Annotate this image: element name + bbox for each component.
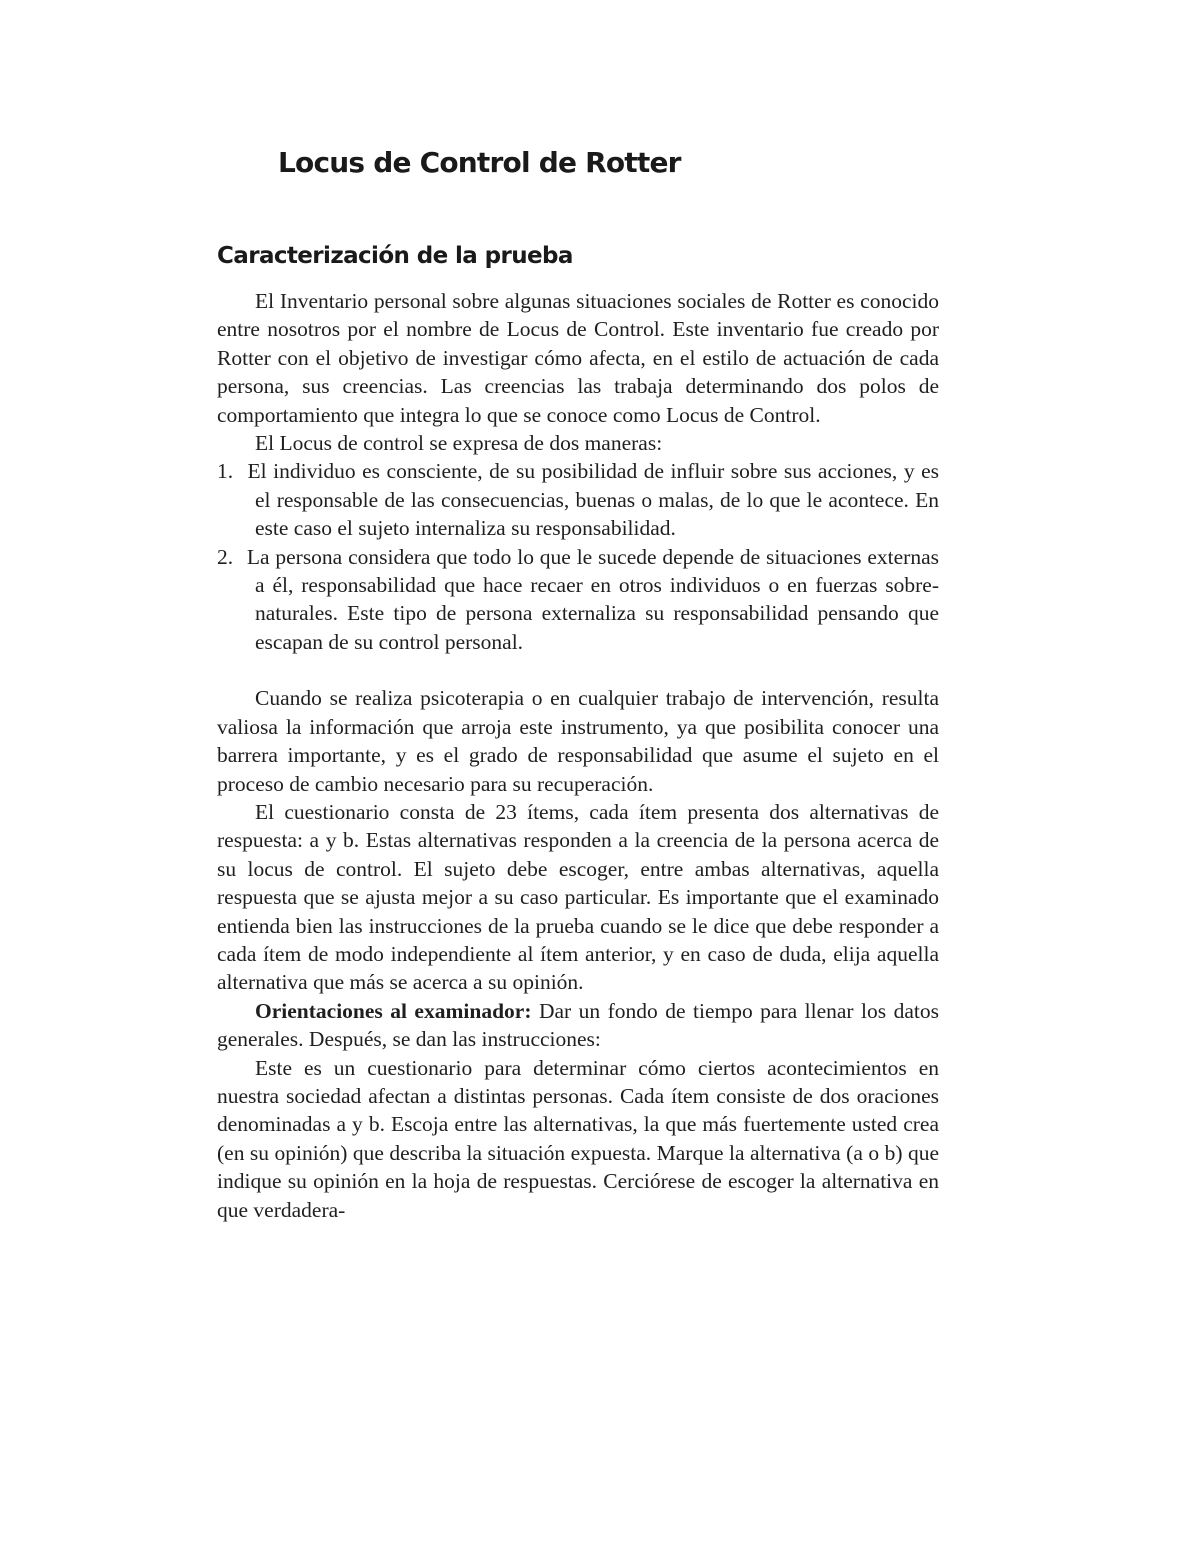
document-body <box>217 287 939 1224</box>
paragraph-orientations <box>217 997 939 1054</box>
document-title: Locus de Control de Rotter <box>278 146 681 179</box>
list-item-number: 2. <box>217 544 234 569</box>
paragraph-locus-ways: El Locus de control se expresa de dos maneras: <box>255 431 663 456</box>
section-heading: Caracterización de la prueba <box>217 243 573 269</box>
list-item <box>217 457 939 542</box>
list-item-number: 1. <box>217 459 234 484</box>
paragraph-instructions: Este es un cuestionario para determinar cómo ciertos acontecimientos en nuestra sociedad afectan a distintas personas. Cada ítem consiste de dos oraciones denominadas a y b. Escoja entre las alternativas, la que más fuertemente usted crea (en su opinión) que describa la situación expuesta. Marque la alternativa (a o b) que indique su opinión en la hoja de respuestas. Cerciórese de escoger la alternativa en que verdadera- <box>217 1055 939 1222</box>
paragraph-intro: El Inventario personal sobre algunas situaciones sociales de Rotter es conocido entre nosotros por el nombre de Locus de Control. Este inventario fue creado por Rotter con el objetivo de investigar cómo afecta, en el estilo de actuación de cada persona, sus creencias. Las creencias las trabaja determinando dos polos de comportamiento que integra lo que se conoce como Locus de Control. <box>217 289 939 427</box>
list-item-text: La persona considera que todo lo que le sucede depende de situaciones externas a él, responsabilidad que hace recaer en otros individuos o en fuerzas sobre-naturales. Este tipo de persona externaliza su responsabilidad pensando que escapan de su control personal. <box>246 544 939 654</box>
list-item <box>217 543 939 657</box>
locus-list <box>217 457 939 656</box>
orientation-label: Orientaciones al examinador: <box>255 998 532 1023</box>
list-item-text: El individuo es consciente, de su posibilidad de influir sobre sus acciones, y es el responsable de las consecuencias, buenas o malas, de lo que le acontece. En este caso el sujeto internaliza su responsabilidad. <box>247 459 940 541</box>
paragraph-spacer <box>217 656 939 684</box>
paragraph-psychotherapy: Cuando se realiza psicoterapia o en cualquier trabajo de intervención, resulta valiosa la información que arroja este instrumento, ya que posibilita conocer una barrera importante, y es el grado de responsabilidad que asume el sujeto en el proceso de cambio necesario para su recuperación. <box>217 686 939 796</box>
paragraph-questionnaire: El cuestionario consta de 23 ítems, cada ítem presenta dos alternativas de respuesta: a y b. Estas alternativas responden a la creencia de la persona acerca de su locus de control. El sujeto debe escoger, entre ambas alternativas, aquella respuesta que se ajusta mejor a su caso particular. Es importante que el examinado entienda bien las instrucciones de la prueba cuando se le dice que debe responder a cada ítem de modo independiente al ítem anterior, y en caso de duda, elija aquella alternativa que más se acerca a su opinión. <box>217 799 939 995</box>
orientation-text: Dar un fondo de tiempo para llenar los datos generales. Después, se dan las instrucciones: <box>217 998 939 1052</box>
